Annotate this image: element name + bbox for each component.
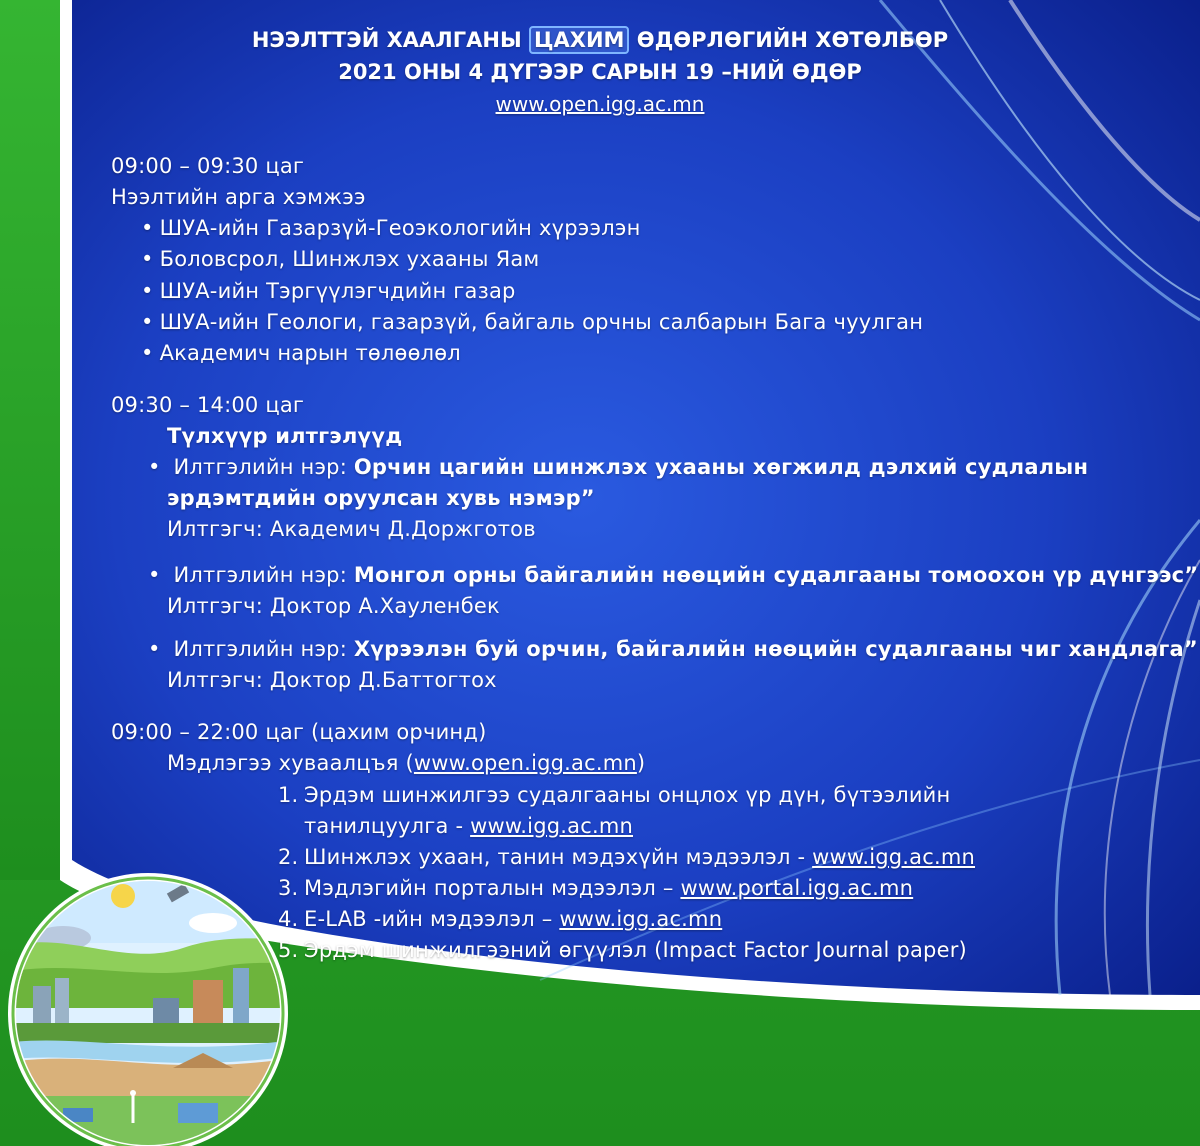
list-item (278, 876, 913, 900)
header-date: 2021 ОНЫ 4 ДҮГЭЭР САРЫН 19 –НИЙ ӨДӨР (338, 60, 862, 84)
list-item-url-link[interactable]: www.igg.ac.mn (559, 907, 723, 931)
section1-item: • ШУА-ийн Геологи, газарзүй, байгаль орчны салбарын Бага чуулган (141, 310, 923, 334)
section1-title: Нээлтийн арга хэмжээ (111, 185, 366, 209)
talk1-title-cont: эрдэмтдийн оруулсан хувь нэмэр” (167, 486, 595, 510)
header-url-wrap (0, 92, 1200, 116)
list-item-url-link[interactable]: www.igg.ac.mn (470, 814, 634, 838)
list-item-text: E-LAB -ийн мэдээлэл – (304, 907, 560, 931)
talk1-title-line (148, 455, 1088, 479)
section1-item: • ШУА-ийн Газарзүй-Геоэкологийн хүрээлэн (141, 216, 641, 240)
building-icon (33, 986, 51, 1026)
talk1-speaker: Илтгэгч: Академич Д.Доржготов (167, 517, 536, 541)
talk2-label: Илтгэлийн нэр: (173, 563, 354, 587)
list-item-number: 3. (278, 876, 299, 900)
list-item-text: Мэдлэгийн порталын мэдээлэл – (304, 876, 681, 900)
talk3-label: Илтгэлийн нэр: (173, 637, 354, 661)
section1-item: • Боловсрол, Шинжлэх ухааны Яам (141, 247, 539, 271)
list-item-url-link[interactable]: www.portal.igg.ac.mn (680, 876, 914, 900)
list-item-number: 4. (278, 907, 299, 931)
list-item-url-link[interactable]: www.igg.ac.mn (812, 845, 976, 869)
sun-icon (111, 884, 135, 908)
list-item-text: Эрдэм шинжилгээний өгүүлэл (Impact Factor Journal paper) (304, 938, 967, 962)
building-icon (55, 978, 69, 1026)
list-item (278, 907, 722, 931)
list-item-text: танилцуулга - (304, 814, 471, 838)
list-item-number: 1. (278, 783, 299, 807)
section1-time: 09:00 – 09:30 цаг (111, 154, 305, 178)
section3-time: 09:00 – 22:00 цаг (цахим орчинд) (111, 720, 487, 744)
building-icon (153, 998, 179, 1026)
list-item (278, 938, 967, 962)
list-item-text: Шинжлэх ухаан, танин мэдэхүйн мэдээлэл - (304, 845, 813, 869)
wind-turbine-icon (130, 1090, 136, 1096)
section2-title: Түлхүүр илтгэлүүд (167, 424, 403, 448)
building-icon (193, 980, 223, 1026)
talk2-title-line (148, 563, 1198, 587)
section1-item: • Академич нарын төлөөлөл (141, 341, 461, 365)
header-title (0, 28, 1200, 52)
talk3-speaker: Илтгэгч: Доктор Д.Баттогтох (167, 668, 497, 692)
header-title-part1: НЭЭЛТТЭЙ ХААЛГАНЫ (251, 28, 530, 52)
talk3-title: Хүрээлэн буй орчин, байгалийн нөөцийн судалгааны чиг хандлага” (353, 637, 1198, 661)
share-suffix: ) (636, 751, 646, 775)
list-item (278, 845, 975, 869)
list-item-cont (304, 814, 633, 838)
cloud-icon (189, 913, 237, 933)
share-url-link[interactable]: www.open.igg.ac.mn (413, 751, 637, 775)
landscape-illustration (3, 868, 293, 1146)
share-prefix: Мэдлэгээ хуваалцъя ( (167, 751, 414, 775)
header-highlight-digital: ЦАХИМ (529, 26, 629, 54)
list-item (278, 783, 950, 807)
talk1-title: Орчин цагийн шинжлэх ухааны хөгжилд дэлхий судлалын (353, 455, 1089, 479)
building-icon (233, 968, 249, 1026)
talk2-title: Монгол орны байгалийн нөөцийн судалгааны томоохон үр дүнгээс” (353, 563, 1199, 587)
list-item-number: 5. (278, 938, 299, 962)
talk3-title-line (148, 637, 1198, 661)
header-title-part2: ӨДӨРЛӨГИЙН ХӨТӨЛБӨР (629, 28, 949, 52)
talk2-speaker: Илтгэгч: Доктор А.Хауленбек (167, 594, 500, 618)
dam-icon (178, 1103, 218, 1123)
list-item-number: 2. (278, 845, 299, 869)
section3-share (167, 751, 645, 775)
section2-time: 09:30 – 14:00 цаг (111, 393, 305, 417)
section1-item: • ШУА-ийн Тэргүүлэгчдийн газар (141, 279, 516, 303)
header-url-link[interactable]: www.open.igg.ac.mn (495, 92, 705, 116)
list-item-text: Эрдэм шинжилгээ судалгааны онцлох үр дүн, бүтээлийн (304, 783, 951, 807)
talk1-label: Илтгэлийн нэр: (173, 455, 354, 479)
